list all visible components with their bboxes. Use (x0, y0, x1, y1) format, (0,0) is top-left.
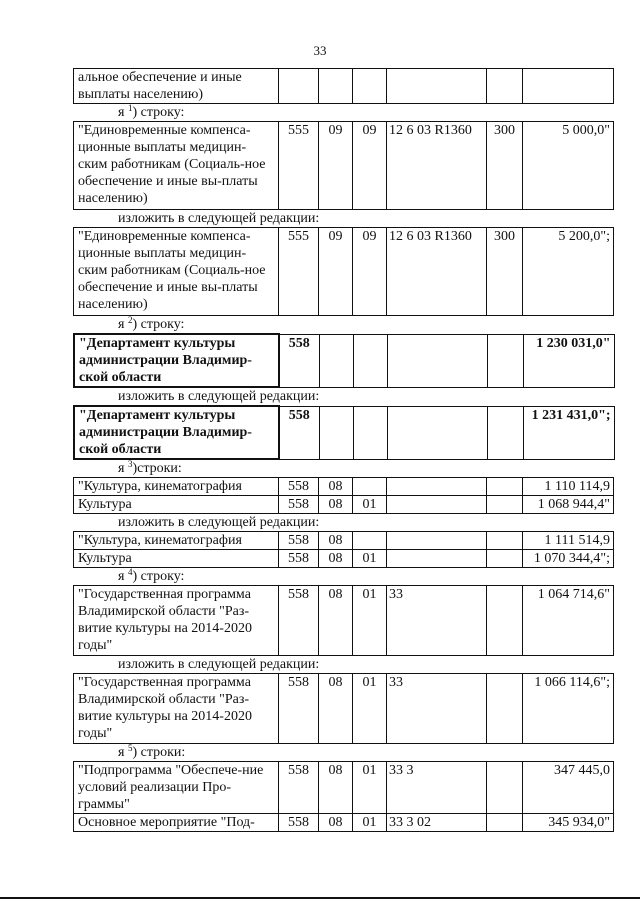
cell-expense-type (487, 586, 523, 656)
cell-expense-type (487, 532, 523, 550)
cell-amount: 1 070 344,4"; (523, 550, 614, 568)
instruction-text: я $^2$) строку: (118, 315, 185, 332)
instruction-text: изложить в следующей редакции: (118, 211, 320, 226)
cell-glava: 558 (279, 406, 319, 459)
cell-podrazdel (353, 478, 387, 496)
cell-target-article (387, 478, 487, 496)
cell-podrazdel: 01 (353, 496, 387, 514)
cell-razdel: 08 (319, 814, 353, 832)
amendment-instruction (73, 210, 613, 227)
table-row (74, 550, 614, 568)
cell-razdel: 09 (319, 228, 353, 316)
cell-amount: 1 111 514,9 (523, 532, 614, 550)
footnote-index: 2 (127, 315, 133, 325)
row-description: "Культура, кинематография (74, 532, 279, 550)
table-row (74, 406, 614, 459)
cell-glava: 558 (279, 334, 319, 387)
cell-target-article (387, 532, 487, 550)
budget-table (73, 405, 615, 460)
cell-podrazdel: 01 (353, 586, 387, 656)
cell-expense-type (487, 762, 523, 814)
amendment-instruction (73, 388, 613, 405)
cell-razdel (319, 406, 353, 459)
cell-glava: 558 (279, 814, 319, 832)
row-description: альное обеспечение и иные выплаты населению) (74, 69, 279, 104)
cell-razdel: 08 (319, 762, 353, 814)
budget-table (73, 673, 614, 744)
cell-expense-type (487, 406, 523, 459)
cell-target-article (387, 496, 487, 514)
cell-podrazdel (353, 532, 387, 550)
cell-amount: 5 000,0" (523, 122, 614, 210)
budget-table (73, 531, 614, 568)
cell-razdel: 08 (319, 496, 353, 514)
cell-glava: 558 (279, 496, 319, 514)
cell-podrazdel: 09 (353, 228, 387, 316)
amendment-instruction (73, 514, 613, 531)
cell-target-article: 12 6 03 R1360 (387, 228, 487, 316)
amendment-instruction (73, 568, 613, 585)
row-description: Культура (74, 550, 279, 568)
budget-table (73, 333, 615, 388)
table-row (74, 122, 614, 210)
cell-expense-type (487, 674, 523, 744)
cell-amount: 5 200,0"; (523, 228, 614, 316)
cell-expense-type (487, 814, 523, 832)
cell-podrazdel: 01 (353, 674, 387, 744)
cell-target-article: 12 6 03 R1360 (387, 122, 487, 210)
cell-expense-type (487, 550, 523, 568)
budget-table (73, 121, 614, 210)
instruction-text: я $^3$)строки: (118, 459, 182, 476)
page-number: 33 (313, 43, 327, 58)
budget-table (73, 477, 614, 514)
cell-target-article: 33 3 02 (387, 814, 487, 832)
row-description: "Государственная программа Владимирской области "Раз-витие культуры на 2014-2020 годы" (74, 674, 279, 744)
cell-amount: 1 110 114,9 (523, 478, 614, 496)
table-row (74, 496, 614, 514)
row-description: "Культура, кинематография (74, 478, 279, 496)
instruction-text: я $^1$) строку: (118, 103, 185, 120)
table-row (74, 762, 614, 814)
budget-table (73, 227, 614, 316)
row-description: "Подпрограмма "Обеспече-ние условий реализации Про-граммы" (74, 762, 279, 814)
scan-edge-line (0, 897, 640, 899)
table-row (74, 334, 614, 387)
amendment-instruction (73, 656, 613, 673)
row-description: "Единовременные компенса-ционные выплаты медицин-ским работникам (Социаль-ное обеспечение и иные вы-платы населению) (74, 228, 279, 316)
cell-expense-type (487, 334, 523, 387)
cell-razdel: 08 (319, 532, 353, 550)
cell-amount (523, 69, 614, 104)
instruction-text: изложить в следующей редакции: (118, 389, 320, 404)
footnote-index: 1 (127, 103, 133, 113)
cell-podrazdel (353, 334, 387, 387)
table-row (74, 478, 614, 496)
budget-amendments-document (73, 68, 613, 832)
cell-target-article: 33 (387, 674, 487, 744)
cell-amount: 1 066 114,6"; (523, 674, 614, 744)
footnote-index: 5 (127, 743, 133, 753)
amendment-instruction (73, 744, 613, 761)
cell-podrazdel (353, 69, 387, 104)
cell-glava: 558 (279, 674, 319, 744)
budget-table (73, 68, 614, 104)
cell-glava: 558 (279, 586, 319, 656)
instruction-text: изложить в следующей редакции: (118, 515, 320, 530)
cell-razdel: 08 (319, 674, 353, 744)
cell-amount: 1 230 031,0" (523, 334, 614, 387)
amendment-instruction (73, 316, 613, 333)
footnote-index: 3 (127, 459, 133, 469)
cell-target-article (387, 550, 487, 568)
table-row (74, 69, 614, 104)
cell-amount: 1 068 944,4" (523, 496, 614, 514)
cell-podrazdel: 09 (353, 122, 387, 210)
cell-razdel: 08 (319, 586, 353, 656)
cell-expense-type: 300 (487, 122, 523, 210)
row-description: "Департамент культуры администрации Владимир-ской области (74, 334, 279, 387)
cell-glava: 555 (279, 228, 319, 316)
budget-table (73, 585, 614, 656)
cell-glava: 558 (279, 532, 319, 550)
cell-glava: 555 (279, 122, 319, 210)
cell-expense-type (487, 496, 523, 514)
cell-razdel: 08 (319, 550, 353, 568)
cell-glava: 558 (279, 550, 319, 568)
cell-target-article: 33 (387, 586, 487, 656)
table-row (74, 586, 614, 656)
cell-podrazdel (353, 406, 387, 459)
cell-expense-type (487, 69, 523, 104)
instruction-text: я $^5$) строки: (118, 743, 186, 760)
cell-amount: 345 934,0" (523, 814, 614, 832)
row-description: "Единовременные компенса-ционные выплаты медицин-ским работникам (Социаль-ное обеспечение и иные вы-платы населению) (74, 122, 279, 210)
table-row (74, 532, 614, 550)
table-row (74, 814, 614, 832)
cell-amount: 1 064 714,6" (523, 586, 614, 656)
cell-amount: 347 445,0 (523, 762, 614, 814)
table-row (74, 228, 614, 316)
footnote-index: 4 (127, 567, 133, 577)
cell-target-article (387, 69, 487, 104)
cell-razdel: 08 (319, 478, 353, 496)
row-description: "Департамент культуры администрации Владимир-ской области (74, 406, 279, 459)
cell-target-article: 33 3 (387, 762, 487, 814)
budget-table (73, 761, 614, 832)
cell-expense-type (487, 478, 523, 496)
amendment-instruction (73, 460, 613, 477)
row-description: Культура (74, 496, 279, 514)
instruction-text: я $^4$) строку: (118, 567, 185, 584)
cell-glava (279, 69, 319, 104)
cell-podrazdel: 01 (353, 762, 387, 814)
cell-razdel (319, 334, 353, 387)
amendment-instruction (73, 104, 613, 121)
table-row (74, 674, 614, 744)
cell-target-article (387, 406, 487, 459)
instruction-text: изложить в следующей редакции: (118, 657, 320, 672)
cell-glava: 558 (279, 762, 319, 814)
cell-target-article (387, 334, 487, 387)
cell-razdel (319, 69, 353, 104)
cell-amount: 1 231 431,0"; (523, 406, 614, 459)
cell-razdel: 09 (319, 122, 353, 210)
cell-podrazdel: 01 (353, 550, 387, 568)
cell-expense-type: 300 (487, 228, 523, 316)
cell-podrazdel: 01 (353, 814, 387, 832)
row-description: "Государственная программа Владимирской области "Раз-витие культуры на 2014-2020 годы" (74, 586, 279, 656)
row-description: Основное мероприятие "Под- (74, 814, 279, 832)
cell-glava: 558 (279, 478, 319, 496)
